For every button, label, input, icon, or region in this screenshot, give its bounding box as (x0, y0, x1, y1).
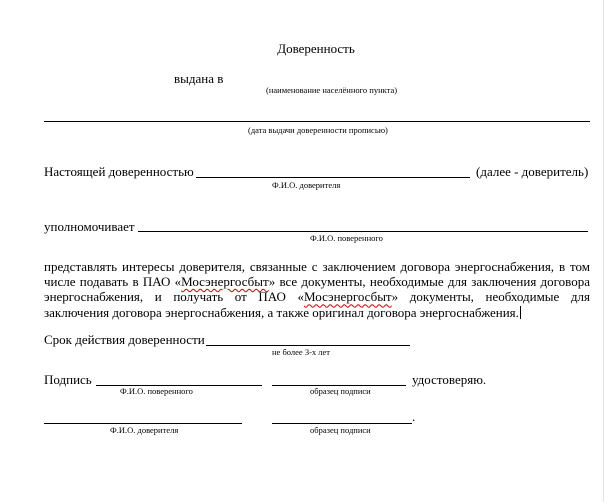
company-name-1: Мосэнергосбыт (181, 274, 269, 290)
principal-name-line[interactable] (196, 177, 470, 178)
settlement-caption: (наименование населённого пункта) (266, 85, 398, 95)
validity-caption: не более 3-х лет (272, 347, 331, 357)
document-title: Доверенность (277, 41, 355, 56)
sample-signature-caption-2: образец подписи (310, 425, 371, 435)
authority-paragraph: представлять интересы доверителя, связанные с заключением договора энергоснабжения, в том числе подавать в ПАО «Мосэнергосбыт» все документы, необходимые для заключения договора энергоснабжения, и получать от ПАО «Мосэнергосбыт» документы, необходимые для заключения договора энергоснабжения, а также оригинал договора энергоснабжения. (44, 259, 591, 320)
principal-caption: Ф.И.О. доверителя (272, 180, 341, 190)
validity-line[interactable] (206, 345, 410, 346)
principal-signature-sample-line[interactable] (272, 423, 412, 424)
certify-text: удостоверяю. (412, 372, 487, 387)
attorney-caption: Ф.И.О. поверенного (310, 233, 383, 243)
principal-suffix: (далее - доверитель) (476, 164, 589, 179)
trailing-period: . (412, 409, 416, 424)
issue-date-line[interactable] (44, 121, 590, 122)
validity-label: Срок действия доверенности (44, 332, 205, 347)
principal-label: Настоящей доверенностью (44, 164, 194, 179)
attorney-name-line[interactable] (138, 231, 588, 232)
issue-date-caption: (дата выдачи доверенности прописью) (248, 125, 388, 135)
principal-signature-name-line[interactable] (44, 423, 242, 424)
issued-in-label: выдана в (174, 71, 224, 86)
signature-label: Подпись (44, 372, 92, 387)
sample-signature-caption: образец подписи (310, 386, 371, 396)
principal-signature-caption: Ф.И.О. доверителя (110, 425, 179, 435)
company-name-2: Мосэнергосбыт (304, 289, 392, 305)
text-cursor (520, 306, 521, 319)
attorney-signature-caption: Ф.И.О. поверенного (120, 386, 193, 396)
attorney-label: уполномочивает (44, 219, 135, 234)
